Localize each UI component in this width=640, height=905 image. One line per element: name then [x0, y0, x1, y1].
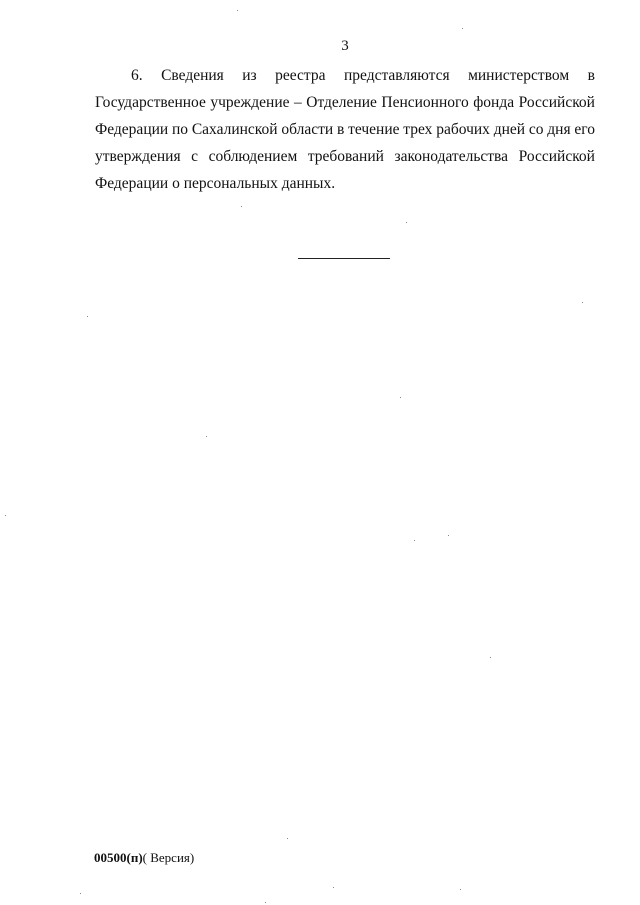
word: со	[528, 121, 544, 138]
word: представляются	[343, 67, 450, 84]
word: по	[171, 121, 189, 138]
scan-speck	[448, 535, 449, 536]
word: Российской	[518, 94, 595, 111]
scan-speck	[241, 206, 242, 207]
word: в	[336, 121, 345, 138]
scan-speck	[287, 838, 288, 839]
word: учреждение	[210, 94, 290, 111]
paragraph-line-3	[95, 116, 595, 143]
scan-speck	[206, 436, 207, 437]
word: –	[294, 94, 302, 111]
scan-speck	[87, 316, 88, 317]
scan-speck	[414, 540, 415, 541]
word: его	[574, 121, 595, 138]
paragraph-line-1	[95, 62, 595, 89]
scan-speck	[582, 302, 583, 303]
word: Российской	[518, 148, 595, 165]
scan-speck	[490, 657, 491, 658]
paragraph-line-2	[95, 89, 595, 116]
paragraph-line-4	[95, 143, 595, 170]
document-code-number: 00500(п)	[94, 850, 143, 865]
word: в	[587, 67, 595, 84]
scan-speck	[406, 222, 407, 223]
scan-speck	[333, 887, 334, 888]
scan-speck	[237, 10, 238, 11]
paragraph-item-6	[95, 62, 595, 197]
word: Федерации	[95, 121, 169, 138]
page-number: 3	[341, 38, 349, 54]
word: дней	[493, 121, 526, 138]
word: министерством	[468, 67, 570, 84]
word: с	[191, 148, 199, 165]
word: утверждения	[95, 148, 181, 165]
paragraph-line-5: Федерации о персональных данных.	[95, 175, 336, 192]
word: Государственное	[95, 94, 206, 111]
scan-speck	[460, 889, 461, 890]
word: законодательства	[394, 148, 509, 165]
word: течение	[348, 121, 400, 138]
word: из	[242, 67, 257, 84]
scan-speck	[265, 902, 266, 903]
scan-speck	[462, 28, 463, 29]
document-code-version: ( Версия)	[142, 850, 195, 865]
word: дня	[547, 121, 571, 138]
scan-speck	[80, 893, 81, 894]
word: соблюдением	[208, 148, 298, 165]
document-code	[94, 850, 194, 866]
scan-speck	[5, 515, 6, 516]
separator-line	[298, 258, 390, 259]
scan-speck	[400, 397, 401, 398]
word: Отделение	[306, 94, 377, 111]
word: 6.	[131, 67, 143, 84]
word: Сахалинской	[191, 121, 278, 138]
word: Пенсионного	[381, 94, 469, 111]
word: требований	[307, 148, 384, 165]
word: трех	[403, 121, 433, 138]
word: рабочих	[436, 121, 490, 138]
word: Сведения	[161, 67, 224, 84]
word: фонда	[473, 94, 515, 111]
word: области	[281, 121, 334, 138]
word: реестра	[275, 67, 326, 84]
